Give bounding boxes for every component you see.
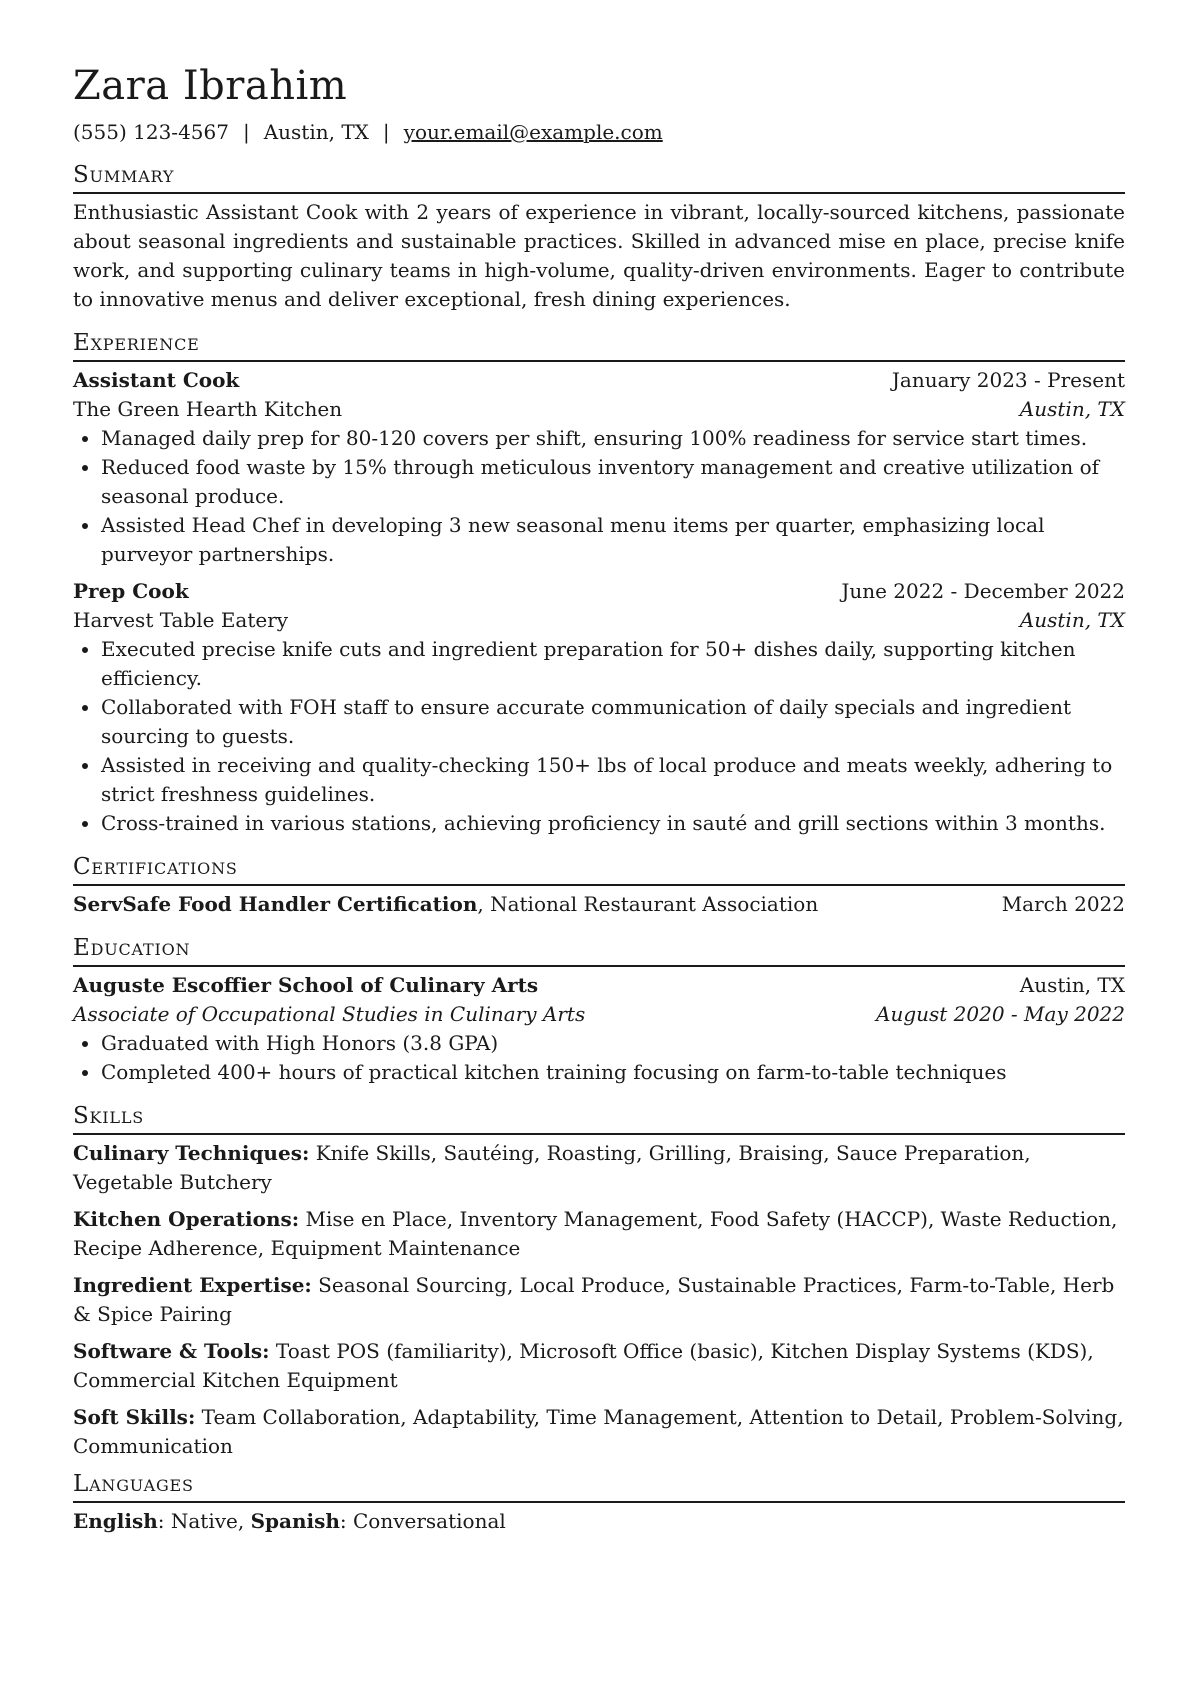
- bullet: • Collaborated with FOH staff to ensure accurate communication of daily specials and ingredient sourcing to guests.: [101, 693, 1125, 751]
- certification-name: ServSafe Food Handler Certification: [73, 892, 478, 916]
- skill-group: [73, 1337, 1125, 1395]
- languages-section: [73, 1469, 1125, 1536]
- separator: |: [242, 120, 250, 144]
- job-dates: January 2023 - Present: [891, 368, 1125, 392]
- section-title: Education: [73, 933, 1125, 967]
- email-link[interactable]: your.email@example.com: [403, 120, 663, 144]
- language-level: : Conversational: [339, 1509, 506, 1533]
- contact-line: [73, 118, 1125, 146]
- skill-text: Knife Skills, Sautéing, Roasting, Grilling, Braising, Sauce Preparation, Vegetable Butchery: [73, 1141, 1031, 1194]
- certification-issuer: , National Restaurant Association: [477, 892, 819, 916]
- candidate-name: Zara Ibrahim: [73, 63, 348, 109]
- job-role: Prep Cook: [73, 579, 189, 603]
- certifications-section: [73, 852, 1125, 919]
- skill-text: Seasonal Sourcing, Local Produce, Sustainable Practices, Farm-to-Table, Herb & Spice Pairing: [73, 1273, 1115, 1326]
- skill-text: Toast POS (familiarity), Microsoft Office (basic), Kitchen Display Systems (KDS), Commercial Kitchen Equipment: [73, 1339, 1094, 1392]
- language-name: English: [73, 1509, 158, 1533]
- section-title: Certifications: [73, 852, 1125, 886]
- job-company: The Green Hearth Kitchen: [73, 397, 343, 421]
- job-role: Assistant Cook: [73, 368, 240, 392]
- job-bullets: [73, 635, 1125, 838]
- section-title: Skills: [73, 1101, 1125, 1135]
- skills-section: [73, 1101, 1125, 1461]
- skill-label: Ingredient Expertise:: [73, 1273, 312, 1297]
- job-entry: [73, 577, 1125, 838]
- school-name: Auguste Escoffier School of Culinary Arts: [73, 973, 539, 997]
- skill-label: Soft Skills:: [73, 1405, 196, 1429]
- language-level: : Native,: [157, 1509, 251, 1533]
- skill-label: Culinary Techniques:: [73, 1141, 310, 1165]
- location: Austin, TX: [263, 120, 369, 144]
- job-location: Austin, TX: [1019, 397, 1125, 421]
- job-company: Harvest Table Eatery: [73, 608, 289, 632]
- summary-section: [73, 160, 1125, 314]
- skill-label: Kitchen Operations:: [73, 1207, 300, 1231]
- experience-section: [73, 328, 1125, 838]
- skill-group: [73, 1139, 1125, 1197]
- section-title: Experience: [73, 328, 1125, 362]
- education-bullets: [73, 1029, 1125, 1087]
- job-entry: [73, 366, 1125, 569]
- bullet: • Completed 400+ hours of practical kitchen training focusing on farm-to-table techniques: [101, 1058, 1125, 1087]
- degree: Associate of Occupational Studies in Culinary Arts: [73, 1002, 586, 1026]
- skill-group: [73, 1271, 1125, 1329]
- skill-text: Mise en Place, Inventory Management, Food Safety (HACCP), Waste Reduction, Recipe Adherence, Equipment Maintenance: [73, 1207, 1118, 1260]
- job-dates: June 2022 - December 2022: [841, 579, 1125, 603]
- school-location: Austin, TX: [1019, 973, 1125, 997]
- separator: |: [382, 120, 390, 144]
- job-location: Austin, TX: [1019, 608, 1125, 632]
- resume-page: [73, 56, 1125, 1536]
- bullet: • Assisted in receiving and quality-checking 150+ lbs of local produce and meats weekly, adhering to strict freshness guidelines.: [101, 751, 1125, 809]
- skill-group: [73, 1205, 1125, 1263]
- section-title: Languages: [73, 1469, 1125, 1503]
- skill-group: [73, 1403, 1125, 1461]
- bullet: • Cross-trained in various stations, achieving proficiency in sauté and grill sections within 3 months.: [101, 809, 1125, 838]
- bullet: • Executed precise knife cuts and ingredient preparation for 50+ dishes daily, supporting kitchen efficiency.: [101, 635, 1125, 693]
- bullet: • Reduced food waste by 15% through meticulous inventory management and creative utilization of seasonal produce.: [101, 453, 1125, 511]
- summary-text: Enthusiastic Assistant Cook with 2 years of experience in vibrant, locally-sourced kitchens, passionate about seasonal ingredients and sustainable practices. Skilled in advanced mise en place, precise knife work, and supporting culinary teams in high-volume, quality-driven environments. Eager to contribute to innovative menus and deliver exceptional, fresh dining experiences.: [73, 200, 1125, 311]
- skill-label: Software & Tools:: [73, 1339, 270, 1363]
- skill-text: Team Collaboration, Adaptability, Time Management, Attention to Detail, Problem-Solving, Communication: [73, 1405, 1124, 1458]
- certification-date: March 2022: [1001, 892, 1125, 916]
- section-title: Summary: [73, 160, 1125, 194]
- certification-entry: [73, 890, 1125, 919]
- education-section: [73, 933, 1125, 1087]
- bullet: • Managed daily prep for 80-120 covers per shift, ensuring 100% readiness for service start times.: [101, 424, 1125, 453]
- bullet: • Graduated with High Honors (3.8 GPA): [101, 1029, 1125, 1058]
- language-name: Spanish: [250, 1509, 340, 1533]
- job-bullets: [73, 424, 1125, 569]
- education-dates: August 2020 - May 2022: [876, 1002, 1125, 1026]
- bullet: • Assisted Head Chef in developing 3 new seasonal menu items per quarter, emphasizing local purveyor partnerships.: [101, 511, 1125, 569]
- phone: (555) 123-4567: [73, 120, 229, 144]
- languages-line: [73, 1507, 1125, 1536]
